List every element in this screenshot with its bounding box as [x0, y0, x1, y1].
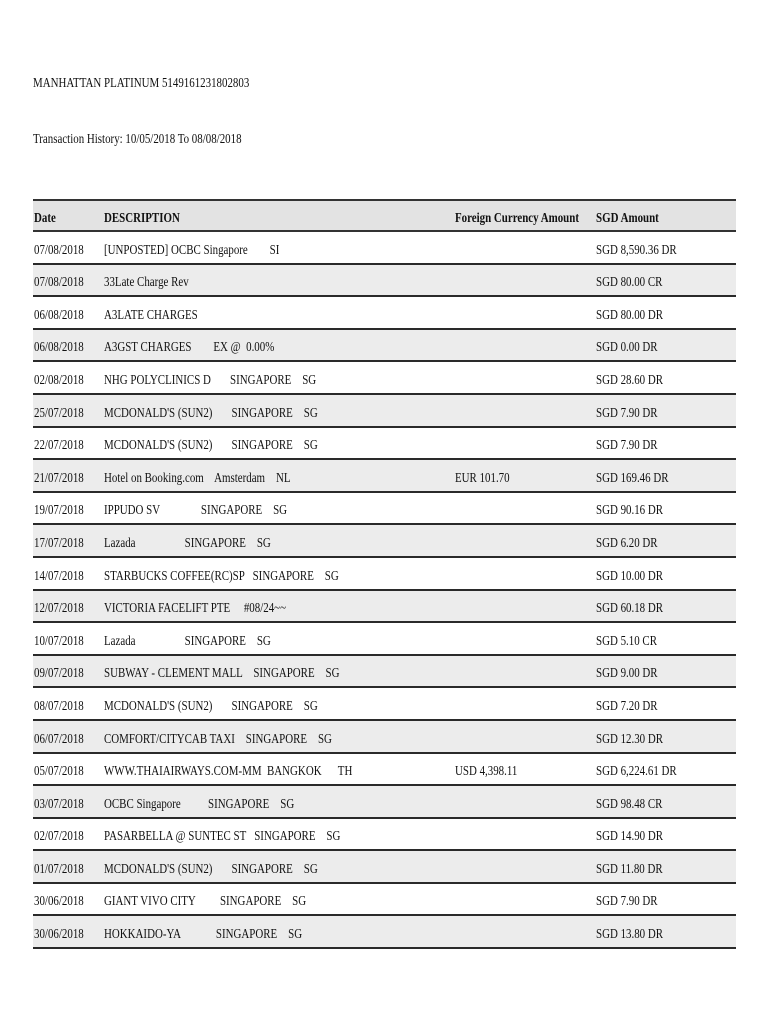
cell-sgd-amount: SGD 90.16 DR	[596, 503, 664, 519]
table-row	[33, 721, 736, 754]
cell-description: OCBC Singapore SINGAPORE SG	[104, 796, 295, 812]
header-date: Date	[34, 211, 56, 226]
cell-description: MCDONALD'S (SUN2) SINGAPORE SG	[104, 438, 318, 454]
cell-date: 02/07/2018	[34, 829, 84, 845]
cell-description: SUBWAY - CLEMENT MALL SINGAPORE SG	[104, 666, 340, 682]
cell-description: A3LATE CHARGES	[104, 307, 198, 323]
table-row	[33, 232, 736, 265]
transaction-table	[33, 199, 736, 949]
cell-sgd-amount: SGD 80.00 CR	[596, 275, 663, 291]
cell-date: 19/07/2018	[34, 503, 84, 519]
table-row	[33, 754, 736, 787]
table-body	[33, 232, 736, 949]
header-description: DESCRIPTION	[104, 211, 180, 226]
cell-date: 30/06/2018	[34, 894, 84, 910]
cell-sgd-amount: SGD 80.00 DR	[596, 307, 664, 323]
table-row	[33, 525, 736, 558]
table-row	[33, 851, 736, 884]
cell-sgd-amount: SGD 14.90 DR	[596, 829, 664, 845]
cell-sgd-amount: SGD 11.80 DR	[596, 861, 663, 877]
cell-date: 06/08/2018	[34, 340, 84, 356]
cell-sgd-amount: SGD 13.80 DR	[596, 927, 664, 943]
transaction-history-range-text: Transaction History: 10/05/2018 To 08/08/2018	[33, 132, 242, 147]
cell-description: Hotel on Booking.com Amsterdam NL	[104, 470, 291, 486]
cell-description: IPPUDO SV SINGAPORE SG	[104, 503, 288, 519]
cell-sgd-amount: SGD 6.20 DR	[596, 535, 658, 551]
header-sgd-amount: SGD Amount	[596, 211, 659, 226]
cell-sgd-amount: SGD 0.00 DR	[596, 340, 658, 356]
cell-description: [UNPOSTED] OCBC Singapore SI	[104, 242, 280, 258]
cell-description: Lazada SINGAPORE SG	[104, 535, 271, 551]
cell-date: 10/07/2018	[34, 633, 84, 649]
cell-description: MCDONALD'S (SUN2) SINGAPORE SG	[104, 698, 318, 714]
table-header-row	[33, 199, 736, 232]
cell-description: GIANT VIVO CITY SINGAPORE SG	[104, 894, 307, 910]
cell-sgd-amount: SGD 12.30 DR	[596, 731, 664, 747]
cell-date: 21/07/2018	[34, 470, 84, 486]
table-row	[33, 786, 736, 819]
table-row	[33, 362, 736, 395]
cell-sgd-amount: SGD 60.18 DR	[596, 601, 664, 617]
table-row	[33, 819, 736, 852]
cell-foreign-amount: EUR 101.70	[455, 470, 510, 486]
cell-date: 07/08/2018	[34, 275, 84, 291]
cell-sgd-amount: SGD 10.00 DR	[596, 568, 664, 584]
cell-date: 22/07/2018	[34, 438, 84, 454]
cell-sgd-amount: SGD 169.46 DR	[596, 470, 669, 486]
cell-description: MCDONALD'S (SUN2) SINGAPORE SG	[104, 861, 318, 877]
cell-description: Lazada SINGAPORE SG	[104, 633, 271, 649]
cell-sgd-amount: SGD 98.48 CR	[596, 796, 663, 812]
cell-description: NHG POLYCLINICS D SINGAPORE SG	[104, 372, 317, 388]
table-row	[33, 688, 736, 721]
cell-date: 07/08/2018	[34, 242, 84, 258]
cell-description: WWW.THAIAIRWAYS.COM-MM BANGKOK TH	[104, 764, 353, 780]
cell-date: 06/07/2018	[34, 731, 84, 747]
cell-description: HOKKAIDO-YA SINGAPORE SG	[104, 927, 303, 943]
table-row	[33, 558, 736, 591]
cell-date: 02/08/2018	[34, 372, 84, 388]
cell-sgd-amount: SGD 28.60 DR	[596, 372, 664, 388]
table-row	[33, 591, 736, 624]
table-row	[33, 884, 736, 917]
cell-date: 09/07/2018	[34, 666, 84, 682]
cell-date: 14/07/2018	[34, 568, 84, 584]
account-title	[33, 76, 310, 92]
cell-date: 25/07/2018	[34, 405, 84, 421]
cell-sgd-amount: SGD 7.90 DR	[596, 405, 658, 421]
cell-description: A3GST CHARGES EX @ 0.00%	[104, 340, 275, 356]
cell-description: STARBUCKS COFFEE(RC)SP SINGAPORE SG	[104, 568, 339, 584]
cell-sgd-amount: SGD 7.90 DR	[596, 894, 658, 910]
table-row	[33, 265, 736, 298]
cell-date: 06/08/2018	[34, 307, 84, 323]
account-title-text: MANHATTAN PLATINUM 5149161231802803	[33, 76, 250, 91]
cell-date: 12/07/2018	[34, 601, 84, 617]
table-row	[33, 493, 736, 526]
table-row	[33, 330, 736, 363]
cell-sgd-amount: SGD 7.20 DR	[596, 698, 658, 714]
cell-date: 03/07/2018	[34, 796, 84, 812]
cell-sgd-amount: SGD 5.10 CR	[596, 633, 657, 649]
header-foreign-amount: Foreign Currency Amount	[455, 211, 579, 226]
cell-sgd-amount: SGD 6,224.61 DR	[596, 764, 677, 780]
cell-description: COMFORT/CITYCAB TAXI SINGAPORE SG	[104, 731, 332, 747]
cell-date: 01/07/2018	[34, 861, 84, 877]
table-row	[33, 428, 736, 461]
cell-date: 05/07/2018	[34, 764, 84, 780]
cell-sgd-amount: SGD 9.00 DR	[596, 666, 658, 682]
table-row	[33, 460, 736, 493]
cell-date: 17/07/2018	[34, 535, 84, 551]
transaction-history-range	[33, 132, 300, 148]
table-row	[33, 297, 736, 330]
cell-sgd-amount: SGD 8,590.36 DR	[596, 242, 677, 258]
cell-description: 33Late Charge Rev	[104, 275, 189, 291]
table-row	[33, 395, 736, 428]
table-row	[33, 623, 736, 656]
cell-sgd-amount: SGD 7.90 DR	[596, 438, 658, 454]
table-row	[33, 916, 736, 949]
cell-description: PASARBELLA @ SUNTEC ST SINGAPORE SG	[104, 829, 341, 845]
cell-date: 30/06/2018	[34, 927, 84, 943]
cell-description: MCDONALD'S (SUN2) SINGAPORE SG	[104, 405, 318, 421]
cell-date: 08/07/2018	[34, 698, 84, 714]
cell-description: VICTORIA FACELIFT PTE #08/24~~	[104, 601, 287, 617]
table-row	[33, 656, 736, 689]
cell-foreign-amount: USD 4,398.11	[455, 764, 518, 780]
